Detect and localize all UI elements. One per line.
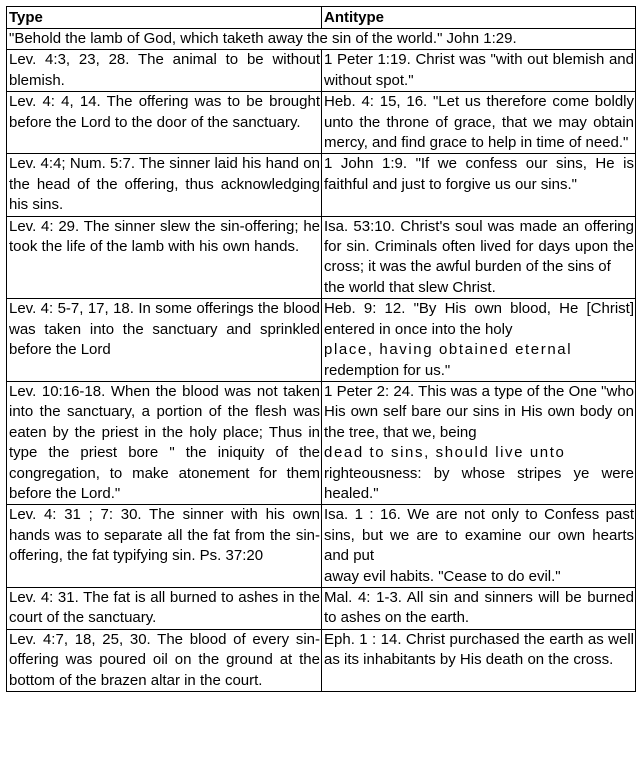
antitype-text: place, having obtained eternal bbox=[324, 341, 573, 359]
table-row bbox=[7, 381, 636, 504]
antitype-text: redemption for us." bbox=[324, 361, 451, 379]
antitype-cell bbox=[322, 505, 636, 588]
type-antitype-table bbox=[6, 6, 636, 692]
table-row bbox=[7, 629, 636, 691]
antitype-text: Isa. 1 : 16. We are not only to Confess past sins, but we are to examine our own hearts and put bbox=[324, 506, 634, 565]
type-cell: Lev. 10:16-18. When the blood was not taken into the sanctuary, a portion of the flesh was eaten by the priest in the holy place; Thus in type the priest bore " the iniquity of the congregation, to make atonement for them before the Lord." bbox=[7, 381, 322, 504]
type-cell: Lev. 4: 5-7, 17, 18. In some offerings the blood was taken into the sanctuary and sprinkled before the Lord bbox=[7, 299, 322, 382]
type-column-header: Type bbox=[7, 7, 322, 29]
antitype-text: righteousness: by whose stripes ye were healed." bbox=[324, 464, 634, 502]
antitype-cell bbox=[322, 381, 636, 504]
type-cell: Lev. 4:4; Num. 5:7. The sinner laid his hand on the head of the offering, thus acknowledging his sins. bbox=[7, 154, 322, 216]
type-cell: Lev. 4:3, 23, 28. The animal to be without blemish. bbox=[7, 50, 322, 92]
header-row bbox=[7, 7, 636, 29]
quote-row bbox=[7, 29, 636, 50]
table-row bbox=[7, 50, 636, 92]
antitype-text: the world that slew Christ. bbox=[324, 278, 496, 296]
table-row bbox=[7, 505, 636, 588]
table-row bbox=[7, 92, 636, 154]
type-cell: Lev. 4: 31 ; 7: 30. The sinner with his own hands was to separate all the fat from the sin-offering, the fat typifying sin. Ps. 37:20 bbox=[7, 505, 322, 588]
antitype-cell bbox=[322, 299, 636, 382]
antitype-cell: 1 Peter 1:19. Christ was "with out blemish and without spot." bbox=[322, 50, 636, 92]
antitype-text: dead to sins, should live unto bbox=[324, 444, 566, 462]
antitype-cell: Eph. 1 : 14. Christ purchased the earth as well as its inhabitants by His death on the cross. bbox=[322, 629, 636, 691]
antitype-text: 1 Peter 2: 24. This was a type of the One "who His own self bare our sins in His own body on the tree, that we, being bbox=[324, 382, 634, 441]
quote-cell: "Behold the lamb of God, which taketh away the sin of the world." John 1:29. bbox=[7, 29, 636, 50]
type-cell: Lev. 4: 29. The sinner slew the sin-offering; he took the life of the lamb with his own hands. bbox=[7, 216, 322, 299]
antitype-column-header: Antitype bbox=[322, 7, 636, 29]
table-row bbox=[7, 154, 636, 216]
table-row bbox=[7, 299, 636, 382]
antitype-text: away evil habits. "Cease to do evil." bbox=[324, 567, 561, 585]
type-cell: Lev. 4: 4, 14. The offering was to be brought before the Lord to the door of the sanctuary. bbox=[7, 92, 322, 154]
antitype-cell: Mal. 4: 1-3. All sin and sinners will be burned to ashes on the earth. bbox=[322, 587, 636, 629]
antitype-cell bbox=[322, 216, 636, 299]
table-row bbox=[7, 587, 636, 629]
type-cell: Lev. 4:7, 18, 25, 30. The blood of every sin-offering was poured oil on the ground at the bottom of the brazen altar in the court. bbox=[7, 629, 322, 691]
antitype-text: Heb. 9: 12. "By His own blood, He [Christ] entered in once into the holy bbox=[324, 300, 634, 338]
antitype-text: Isa. 53:10. Christ's soul was made an offering for sin. Criminals often lived for days upon the cross; it was the awful burden of the sins of bbox=[324, 217, 634, 276]
antitype-cell: Heb. 4: 15, 16. "Let us therefore come boldly unto the throne of grace, that we may obtain mercy, and find grace to help in time of need." bbox=[322, 92, 636, 154]
type-cell: Lev. 4: 31. The fat is all burned to ashes in the court of the sanctuary. bbox=[7, 587, 322, 629]
table-row bbox=[7, 216, 636, 299]
antitype-cell: 1 John 1:9. "If we confess our sins, He is faithful and just to forgive us our sins." bbox=[322, 154, 636, 216]
